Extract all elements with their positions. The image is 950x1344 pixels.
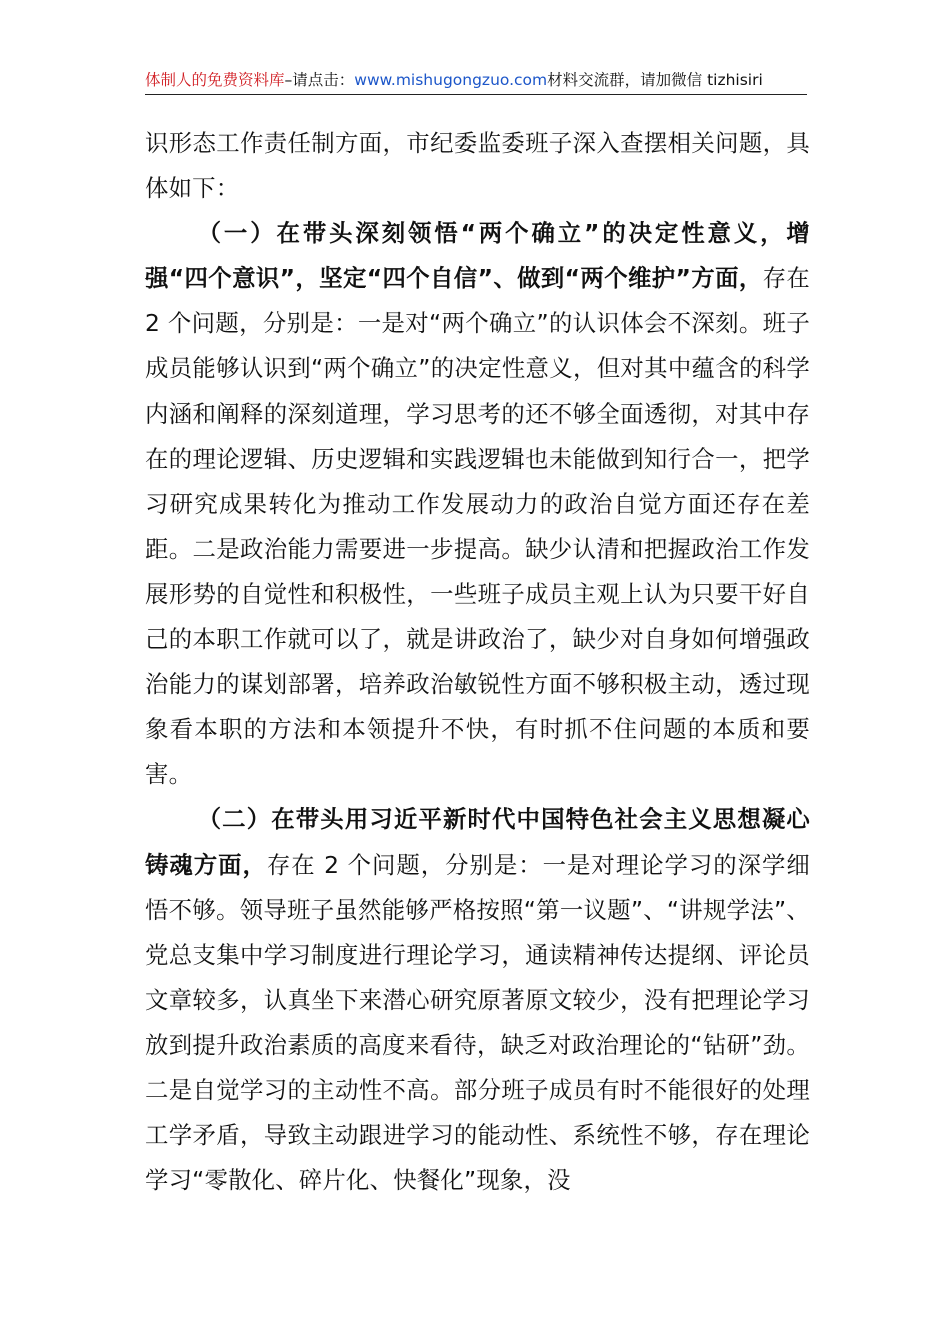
- header-click-prompt: –请点击：: [284, 71, 355, 89]
- paragraph-section-two: [145, 797, 810, 1203]
- page-header: [145, 66, 807, 95]
- section-two-heading: （二）在带头用习近平新时代中国特色社会主义思想凝心铸魂方面，: [145, 805, 810, 879]
- header-url-link[interactable]: www.mishugongzuo.com: [354, 71, 548, 89]
- header-site-name: 体制人的免费资料库: [145, 71, 285, 89]
- header-contact: 材料交流群，请加微信 tizhisiri: [547, 71, 763, 89]
- paragraph-section-one: [145, 211, 810, 797]
- document-body: [145, 121, 810, 1203]
- section-one-heading: （一）在带头深刻领悟“两个确立”的决定性意义，增强“四个意识”，坚定“四个自信”、做到“两个维护”方面，: [145, 219, 810, 293]
- paragraph-intro: 识形态工作责任制方面，市纪委监委班子深入查摆相关问题，具体如下：: [145, 129, 810, 203]
- section-one-body: 存在 2 个问题，分别是：一是对“两个确立”的认识体会不深刻。班子成员能够认识到“两个确立”的决定性意义，但对其中蕴含的科学内涵和阐释的深刻道理，学习思考的还不够全面透彻，对其中存在的理论逻辑、历史逻辑和实践逻辑也未能做到知行合一，把学习研究成果转化为推动工作发展动力的政治自觉方面还存在差距。二是政治能力需要进一步提高。缺少认清和把握政治工作发展形势的自觉性和积极性，一些班子成员主观上认为只要干好自己的本职工作就可以了，就是讲政治了，缺少对自身如何增强政治能力的谋划部署，培养政治敏锐性方面不够积极主动，透过现象看本职的方法和本领提升不快，有时抓不住问题的本质和要害。: [145, 264, 810, 789]
- section-two-body: 存在 2 个问题，分别是：一是对理论学习的深学细悟不够。领导班子虽然能够严格按照“第一议题”、“讲规学法”、党总支集中学习制度进行理论学习，通读精神传达提纲、评论员文章较多，认真坐下来潜心研究原著原文较少，没有把理论学习放到提升政治素质的高度来看待，缺乏对政治理论的“钻研”劲。二是自觉学习的主动性不高。部分班子成员有时不能很好的处理工学矛盾，导致主动跟进学习的能动性、系统性不够，存在理论学习“零散化、碎片化、快餐化”现象，没: [145, 850, 810, 1195]
